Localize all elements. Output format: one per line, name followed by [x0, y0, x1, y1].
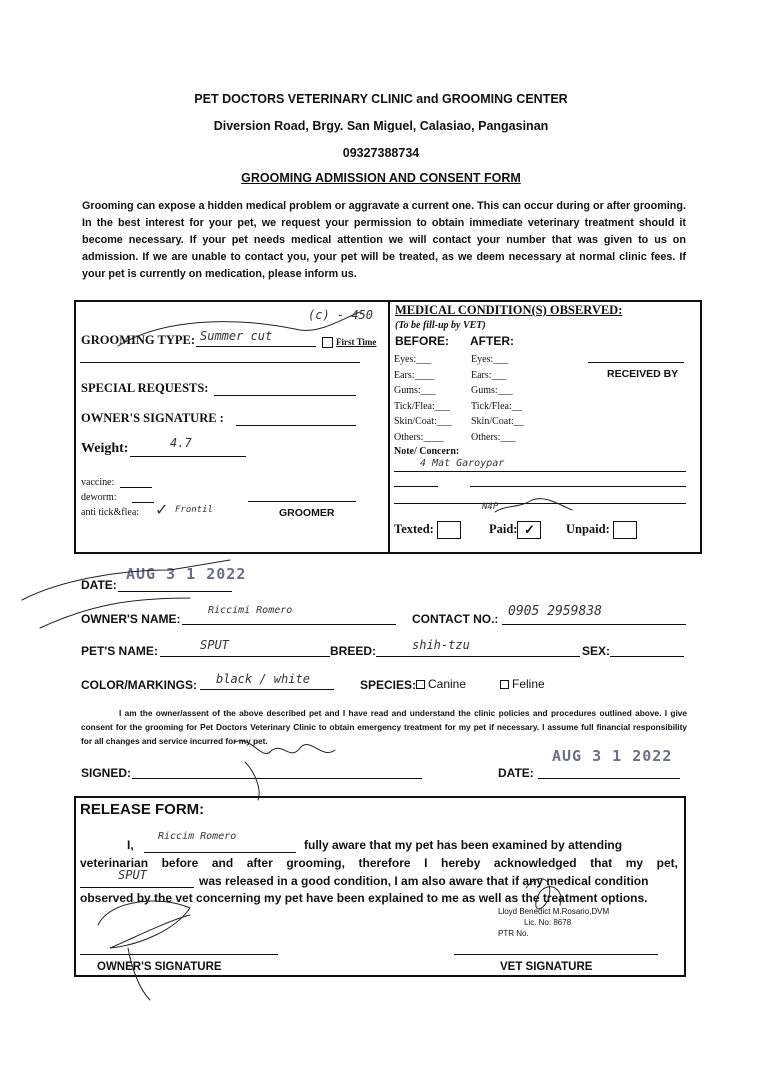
- release-owner-value[interactable]: Riccim Romero: [158, 831, 237, 842]
- after-item: Eyes:___: [471, 354, 509, 365]
- after-item: Skin/Coat:__: [471, 416, 524, 428]
- owner-release-signature-icon: [98, 901, 190, 1000]
- canine-label: Canine: [428, 677, 467, 691]
- date-label: DATE:: [81, 578, 117, 592]
- grooming-type-value[interactable]: Summer cut: [200, 329, 273, 343]
- medical-title: MEDICAL CONDITION(S) OBSERVED:: [395, 303, 623, 317]
- grooming-signature-stroke: [118, 312, 360, 346]
- groomer-label: GROOMER: [279, 507, 335, 519]
- before-label: BEFORE:: [395, 334, 449, 348]
- received-by-label: RECEIVED BY: [607, 368, 679, 380]
- texted-label: Texted:: [394, 521, 434, 536]
- feline-label: Feline: [512, 677, 545, 691]
- breed-label: BREED:: [330, 644, 377, 658]
- unpaid-label: Unpaid:: [566, 521, 610, 536]
- note-label: Note/ Concern:: [394, 446, 460, 457]
- contact-label: CONTACT NO.:: [412, 612, 499, 626]
- release-text-2b: observed by the vet concerning my pet have been explained to me as well as the treatment options.: [80, 891, 648, 905]
- clinic-address: Diversion Road, Brgy. San Miguel, Calasiao, Pangasinan: [213, 119, 549, 133]
- owner-name-stroke: [40, 598, 190, 628]
- after-item: Tick/Flea:__: [471, 400, 522, 412]
- consent-signature-icon: [235, 741, 335, 800]
- deworm-label: deworm:: [81, 492, 117, 503]
- vet-signature-caption: VET SIGNATURE: [500, 961, 593, 973]
- release-pet-value[interactable]: SPUT: [118, 868, 147, 882]
- before-item: Gums:___: [394, 385, 436, 397]
- medical-subtitle: (To be fill-up by VET): [395, 320, 486, 331]
- vet-stamp-lic: Lic. No. 8678: [524, 918, 572, 927]
- note-value[interactable]: 4 Mat Garoypar: [420, 458, 505, 469]
- color-label: COLOR/MARKINGS:: [81, 678, 197, 692]
- release-title: RELEASE FORM:: [80, 801, 205, 818]
- first-time-label: First Time: [336, 337, 377, 347]
- consent-date-label: DATE:: [498, 766, 534, 780]
- form-title: GROOMING ADMISSION AND CONSENT FORM: [241, 171, 521, 185]
- special-requests-label: SPECIAL REQUESTS:: [81, 381, 209, 395]
- paid-label: Paid:: [489, 521, 518, 536]
- paid-checkbox[interactable]: ✓: [517, 521, 541, 539]
- grooming-type-label: GROOMING TYPE:: [81, 333, 196, 347]
- anti-tick-value[interactable]: Frontil: [175, 505, 213, 515]
- owner-signature-label: OWNER'S SIGNATURE :: [81, 411, 224, 425]
- weight-value[interactable]: 4.7: [170, 436, 192, 450]
- before-item: Others:____: [394, 431, 444, 443]
- after-item: Others:___: [471, 431, 516, 443]
- paid-signature-stroke: [495, 499, 572, 512]
- check-icon: ✓: [155, 502, 169, 519]
- contact-value[interactable]: 0905 2959838: [508, 604, 602, 619]
- species-label: SPECIES:: [360, 678, 417, 692]
- breed-value[interactable]: shih-tzu: [412, 638, 470, 652]
- release-text-1a: fully aware that my pet has been examined by attending: [304, 838, 623, 852]
- before-item: Skin/Coat:___: [394, 416, 452, 428]
- after-label: AFTER:: [470, 334, 514, 348]
- intro-paragraph: Grooming can expose a hidden medical problem or aggravate a current one. This can occur during or after grooming. In the best interest for your pet, we request your permission to obtain immediate veterinary treatment should it become necessary. If your pet needs medical attention we will contact your number that was given to us on admission. If we are unable to contact you, your pet will be treated, as we deem necessary at normal clinic fees. If your pet is currently on medication, please inform us.: [82, 200, 686, 280]
- release-i-label: I,: [127, 838, 134, 852]
- before-item: Eyes:___: [394, 354, 432, 365]
- vet-stamp-ptr: PTR No.: [498, 929, 529, 938]
- signed-label: SIGNED:: [81, 766, 132, 780]
- vet-release-signature-icon: [526, 879, 561, 909]
- consent-text: I am the owner/assent of the above described pet and I have read and understand the clinic policies and procedures outlined above. I give consent for the grooming for Pet Doctors Veterinary Clinic to obtain emergency treatment for my pet if necessary. I assume full financial responsibility for all changes and service incurred for my pet.: [81, 708, 687, 746]
- release-text-1b: veterinarian before and after grooming, therefore I hereby acknowledged that my pet,: [80, 856, 678, 870]
- grooming-price-note: (c) - 450: [308, 308, 374, 322]
- sex-label: SEX:: [582, 644, 611, 658]
- vet-stamp-name: Lloyd Benedict M.Rosario,DVM: [498, 907, 610, 916]
- release-text-2a: was released in a good condition, I am also aware that if any medical condition: [199, 874, 649, 888]
- weight-label: Weight:: [81, 441, 129, 456]
- color-value[interactable]: black / white: [216, 672, 310, 686]
- consent-date-stamp[interactable]: AUG 3 1 2022: [552, 747, 673, 765]
- anti-tick-label: anti tick&flea:: [81, 507, 140, 518]
- clinic-name: PET DOCTORS VETERINARY CLINIC and GROOMING CENTER: [194, 92, 568, 106]
- clinic-phone: 09327388734: [342, 146, 420, 160]
- owner-signature-caption: OWNER'S SIGNATURE: [97, 961, 222, 973]
- owner-name-label: OWNER'S NAME:: [81, 612, 181, 626]
- after-item: Ears:___: [471, 369, 507, 381]
- after-item: Gums:___: [471, 385, 513, 397]
- paid-note: N4P: [482, 502, 499, 512]
- before-item: Tick/Flea:___: [394, 400, 450, 412]
- date-stamp[interactable]: AUG 3 1 2022: [126, 565, 247, 583]
- before-item: Ears:____: [394, 369, 435, 381]
- date-signature-stroke: [22, 560, 230, 600]
- pet-name-value[interactable]: SPUT: [200, 638, 229, 652]
- owner-name-value[interactable]: Riccimi Romero: [208, 605, 293, 616]
- pet-name-label: PET'S NAME:: [81, 644, 158, 658]
- vaccine-label: vaccine:: [81, 477, 115, 488]
